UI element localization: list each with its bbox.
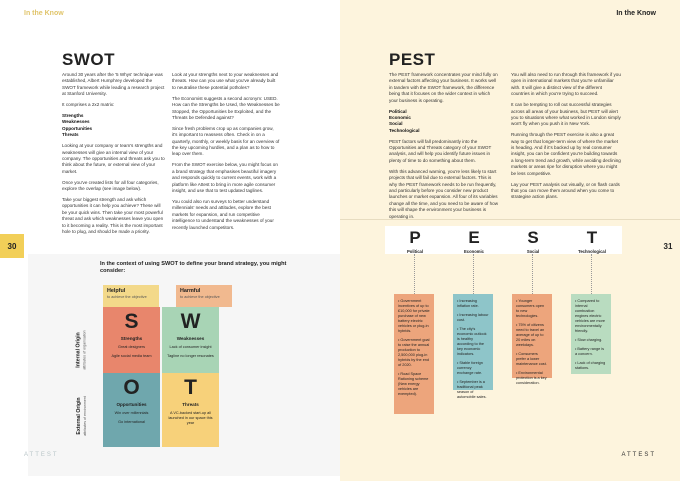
pest-item: • September is a traditional peak season of automobile sales. <box>457 380 487 399</box>
technological-title: Technological <box>578 249 606 254</box>
external-sub: attributes of environment <box>83 396 87 436</box>
paragraph: Threats <box>62 132 79 138</box>
harmful-title: Harmful <box>180 288 201 294</box>
footer-brand: ATTEST <box>621 452 656 458</box>
paragraph: Look at your strengths next to your weaknesses and threats. How can you use what you've already built to neutralise these potential potholes? <box>172 72 279 90</box>
pest-technological-list <box>571 294 611 374</box>
swot-weaknesses <box>162 307 219 381</box>
pest-item: • Government goal to raise the annual production to 2,500,000 plug-in hybrids by the end of 2020. <box>398 338 430 367</box>
internal-sub: attributes of organisation <box>82 330 87 370</box>
paragraph: Technological <box>389 127 420 133</box>
pest-item: • Environmental protection is a key consideration. <box>516 371 547 385</box>
internal-title: Internal Origin <box>75 332 82 368</box>
threats-letter: T <box>184 376 197 399</box>
economic-letter: E <box>468 228 480 247</box>
opportunities-title: Opportunities <box>116 402 147 407</box>
strengths-letter: S <box>124 310 139 333</box>
connector <box>414 254 415 294</box>
connector <box>532 254 533 294</box>
opportunities-item: Go international <box>118 420 145 424</box>
pest-political-list <box>394 294 434 414</box>
text-column-2 <box>172 72 280 235</box>
paragraph: Take your biggest strength and ask which opportunities it can help you achieve? These will be your quick wins. Then take your most powerful threat and ask which weaknesses leave you open to it becoming a reality. This is the most important hole to plug, and should be made a priority. <box>62 197 164 235</box>
political-title: Political <box>406 249 424 254</box>
helpful-header <box>103 285 159 307</box>
social-title: Social <box>526 249 540 254</box>
paragraph: It can be tempting to roll out successful strategies across all areas of your business, but PEST will alert you to situations where what worked in London simply won't fly when you push it in New York. <box>511 102 621 127</box>
paragraph: Running through the PEST exercise is also a great way to get that longer-term view of where the market is heading. And if it's backed up by real consumer insight, you can be confident you're building towards a long-term trend and growth, while avoiding declining markets or areas ripe for disruption where you might be less competitive. <box>511 132 621 176</box>
running-header: In the Know <box>616 10 656 17</box>
external-origin-label <box>62 378 102 454</box>
paragraph: Weaknesses <box>62 119 90 125</box>
paragraph: You will also need to run through this framework if you open in international markets that you're unfamiliar with. It will give a distinct view of the different countries in which you're trying to succeed. <box>511 72 621 97</box>
pest-item: • Increasing labour cost. <box>457 313 489 322</box>
threats-title: Threats <box>182 402 199 407</box>
pest-item: • Younger consumers open to new technologies. <box>516 299 545 318</box>
paragraph: You could also run surveys to better understand millennials' needs and attitudes, explore the best markets for expansion, and run competitive intelligence to understand the weaknesses of your recently launched competitors. <box>172 198 274 230</box>
opportunities-letter: O <box>123 376 140 399</box>
paragraph: PEST factors will fall predominantly into the Opportunities and Threats category of your SWOT analysis, and will help you identify future issues in plenty of time to do something about them. <box>389 138 492 163</box>
pest-item: • Road Space Rationing scheme (New energy vehicles are exempted). <box>398 372 429 396</box>
swot-strengths <box>103 307 160 381</box>
helpful-sub: to achieve the objective <box>107 295 147 299</box>
external-title: External Origin <box>76 397 82 435</box>
pest-item: • The city's economic outlook is healthy according to the key economic indicators. <box>457 327 487 356</box>
weaknesses-item: Tagline no longer resonates <box>167 354 214 358</box>
pest-item: • Compared to internal combustion engines electric vehicles are more environmentally friendly. <box>575 299 605 333</box>
pest-item: • Stable foreign currency exchange rate. <box>457 361 483 375</box>
connector <box>591 254 592 294</box>
right-page <box>340 0 680 481</box>
strengths-title: Strengths <box>120 336 143 341</box>
economic-title: Economic <box>463 249 484 254</box>
swot-opportunities <box>103 373 160 447</box>
pest-item: • Battery range is a concern. <box>575 347 604 356</box>
footer-brand: ATTEST <box>24 452 59 458</box>
page-title: PEST <box>389 50 436 69</box>
internal-origin-label <box>62 312 102 388</box>
paragraph: With this advanced warning, you're less likely to start projects that will fail due to external factors. This is why the PEST framework needs to be run frequently, and particularly before you consider new product launches or market expansion. All four of its variables change all the time, and you need to be aware of how this will shape the environment your business is operating in. <box>389 168 499 219</box>
running-header: In the Know <box>24 10 64 17</box>
pest-social-list <box>512 294 552 385</box>
paragraph: Strengths <box>62 113 84 119</box>
strengths-item: Agile social media team <box>111 354 152 358</box>
pest-political-card <box>385 226 445 254</box>
pest-item: • Lack of charging stations. <box>575 361 606 370</box>
pest-item: • Consumers prefer a lower maintenance cost. <box>516 352 547 366</box>
threats-item: A VC-backed start-up all launched in our space this year <box>168 411 213 425</box>
weaknesses-item: Lack of consumer insight <box>169 345 212 349</box>
pest-social-card <box>503 226 563 254</box>
pest-economic-list <box>453 294 493 399</box>
technological-letter: T <box>586 228 598 247</box>
weaknesses-letter: W <box>180 310 201 333</box>
social-letter: S <box>527 228 539 247</box>
paragraph: Social <box>389 121 403 127</box>
paragraph: Lay your PEST analysis out visually, or on flash cards that you can move them around when you come to strategise action plans. <box>511 181 620 200</box>
paragraph: Economic <box>389 114 411 120</box>
harmful-header <box>176 285 232 307</box>
strengths-item: Great designers <box>117 345 145 349</box>
connector <box>473 254 474 294</box>
paragraph: Political <box>389 108 407 114</box>
helpful-title: Helpful <box>107 288 126 294</box>
swot-threats <box>162 373 219 447</box>
paragraph: Opportunities <box>62 125 93 131</box>
text-column-1 <box>389 72 499 225</box>
pest-item: • 75% of citizens need to travel an average of up to 20 miles on weekdays. <box>516 323 545 347</box>
pest-technological-card <box>562 226 622 254</box>
harmful-sub: to achieve the objective <box>180 295 220 299</box>
page-number: 30 <box>0 234 24 258</box>
page-title: SWOT <box>62 50 115 69</box>
paragraph: It comprises a 2x2 matrix: <box>62 102 115 108</box>
paragraph: Looking at your company or team's strengths and weaknesses will give an internal view of your company. The opportunities and threats ask you to think about the future, or external view of your market. <box>62 143 165 174</box>
paragraph: From the SWOT exercise below, you might focus on a brand strategy that emphasises beautiful imagery and responds quickly to current events, work with a platform like Attest to bring in more agile consumer insight, and use that to test updated taglines. <box>172 162 278 193</box>
opportunities-item: Win over millennials <box>114 411 149 415</box>
pest-economic-card <box>444 226 504 254</box>
political-letter: P <box>409 228 421 247</box>
paragraph: Once you've created lists for all four categories, explore the overlap (see image below). <box>62 179 159 192</box>
paragraph: Around 30 years after the '5 Whys' technique was established, Albert Humphrey developed the SWOT framework while leading a research project at Stanford University. <box>62 72 165 97</box>
text-column-1 <box>62 72 166 240</box>
swot-intro: In the context of using SWOT to define your brand strategy, you might consider: <box>100 261 287 274</box>
paragraph: The Economist suggests a second acronym: USED. How can the Strengths be Used, the Weaknesses be Stopped, the Opportunities be Exploited, and the Threats be Defended against? <box>172 95 280 120</box>
paragraph: Since fresh problems crop up as companies grow, it's important to reassess often. Check in on a quarterly, monthly, or weekly basis for an overview of the key upcoming hurdles, and a plan as to how to leap over them. <box>172 125 280 157</box>
page-number: 31 <box>656 234 680 258</box>
pest-item: • Slow charging. <box>575 338 603 342</box>
text-column-2 <box>511 72 621 205</box>
pest-item: • Government incentives of up to £10,000 for private purchase of new battery electric vehicles or plug-in hybrids. <box>398 299 430 333</box>
pest-item: • Increasing inflation rate. <box>457 299 479 308</box>
weaknesses-title: Weaknesses <box>176 336 205 341</box>
paragraph: The PEST framework concentrates your mind fully on external factors affecting your business. It works well in tandem with the SWOT framework, the difference being that it focuses on the wider context in which your business is operating. <box>389 72 498 103</box>
